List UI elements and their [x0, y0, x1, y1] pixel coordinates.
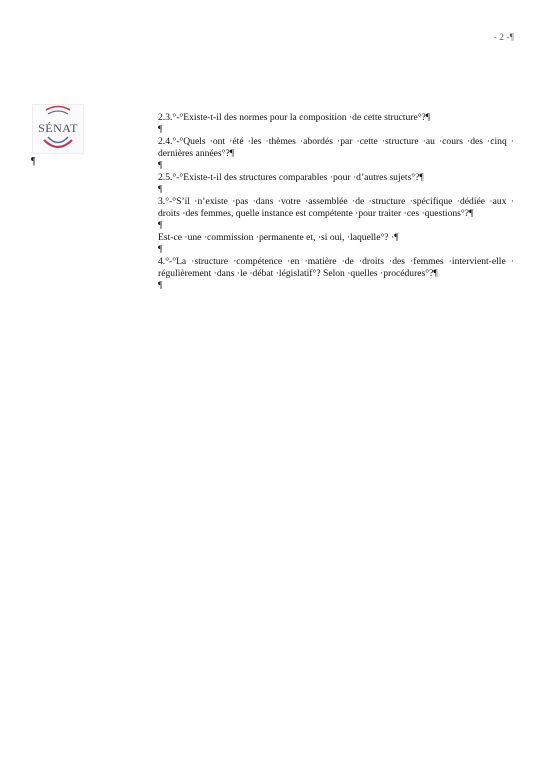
empty-paragraph: ¶ — [158, 184, 163, 195]
empty-paragraph: ¶ — [158, 244, 163, 255]
question-4: 4.°-°La ·structure ·compétence ·en ·matière ·de ·droits ·des ·femmes ·intervient-elle · régulièrement ·dans ·le ·débat ·législatif°? Selon ·quelles ·procédures°?¶ — [158, 256, 514, 279]
margin-pilcrow: ¶ — [31, 156, 36, 167]
senat-logo-graphic — [32, 104, 84, 154]
page-number: - 2 -¶ — [493, 32, 514, 42]
empty-paragraph: ¶ — [158, 160, 163, 171]
question-2-4: 2.4.°-°Quels ·ont ·été ·les ·thèmes ·abordés ·par ·cette ·structure ·au ·cours ·des ·cinq · dernières années°?¶ — [158, 136, 514, 159]
empty-paragraph: ¶ — [158, 124, 163, 135]
empty-paragraph: ¶ — [158, 280, 163, 291]
svg-text:SÉNAT: SÉNAT — [38, 121, 78, 135]
question-2-3: 2.3.°-°Existe-t-il des normes pour la composition ·de cette structure°?¶ — [158, 112, 431, 123]
senat-logo — [32, 104, 84, 154]
empty-paragraph: ¶ — [158, 220, 163, 231]
document-body — [158, 112, 514, 292]
question-2-5: 2.5.°-°Existe-t-il des structures comparables ·pour ·d’autres sujets°?¶ — [158, 172, 424, 183]
question-3-followup: Est-ce ·une ·commission ·permanente et, ·si oui, ·laquelle°? ·¶ — [158, 232, 399, 243]
question-3: 3.°-°S’il ·n’existe ·pas ·dans ·votre ·assemblée ·de ·structure ·spécifique ·dédiée ·aux · droits ·des femmes, quelle instance est compétente ·pour traiter ·ces ·questions°?¶ — [158, 196, 514, 219]
